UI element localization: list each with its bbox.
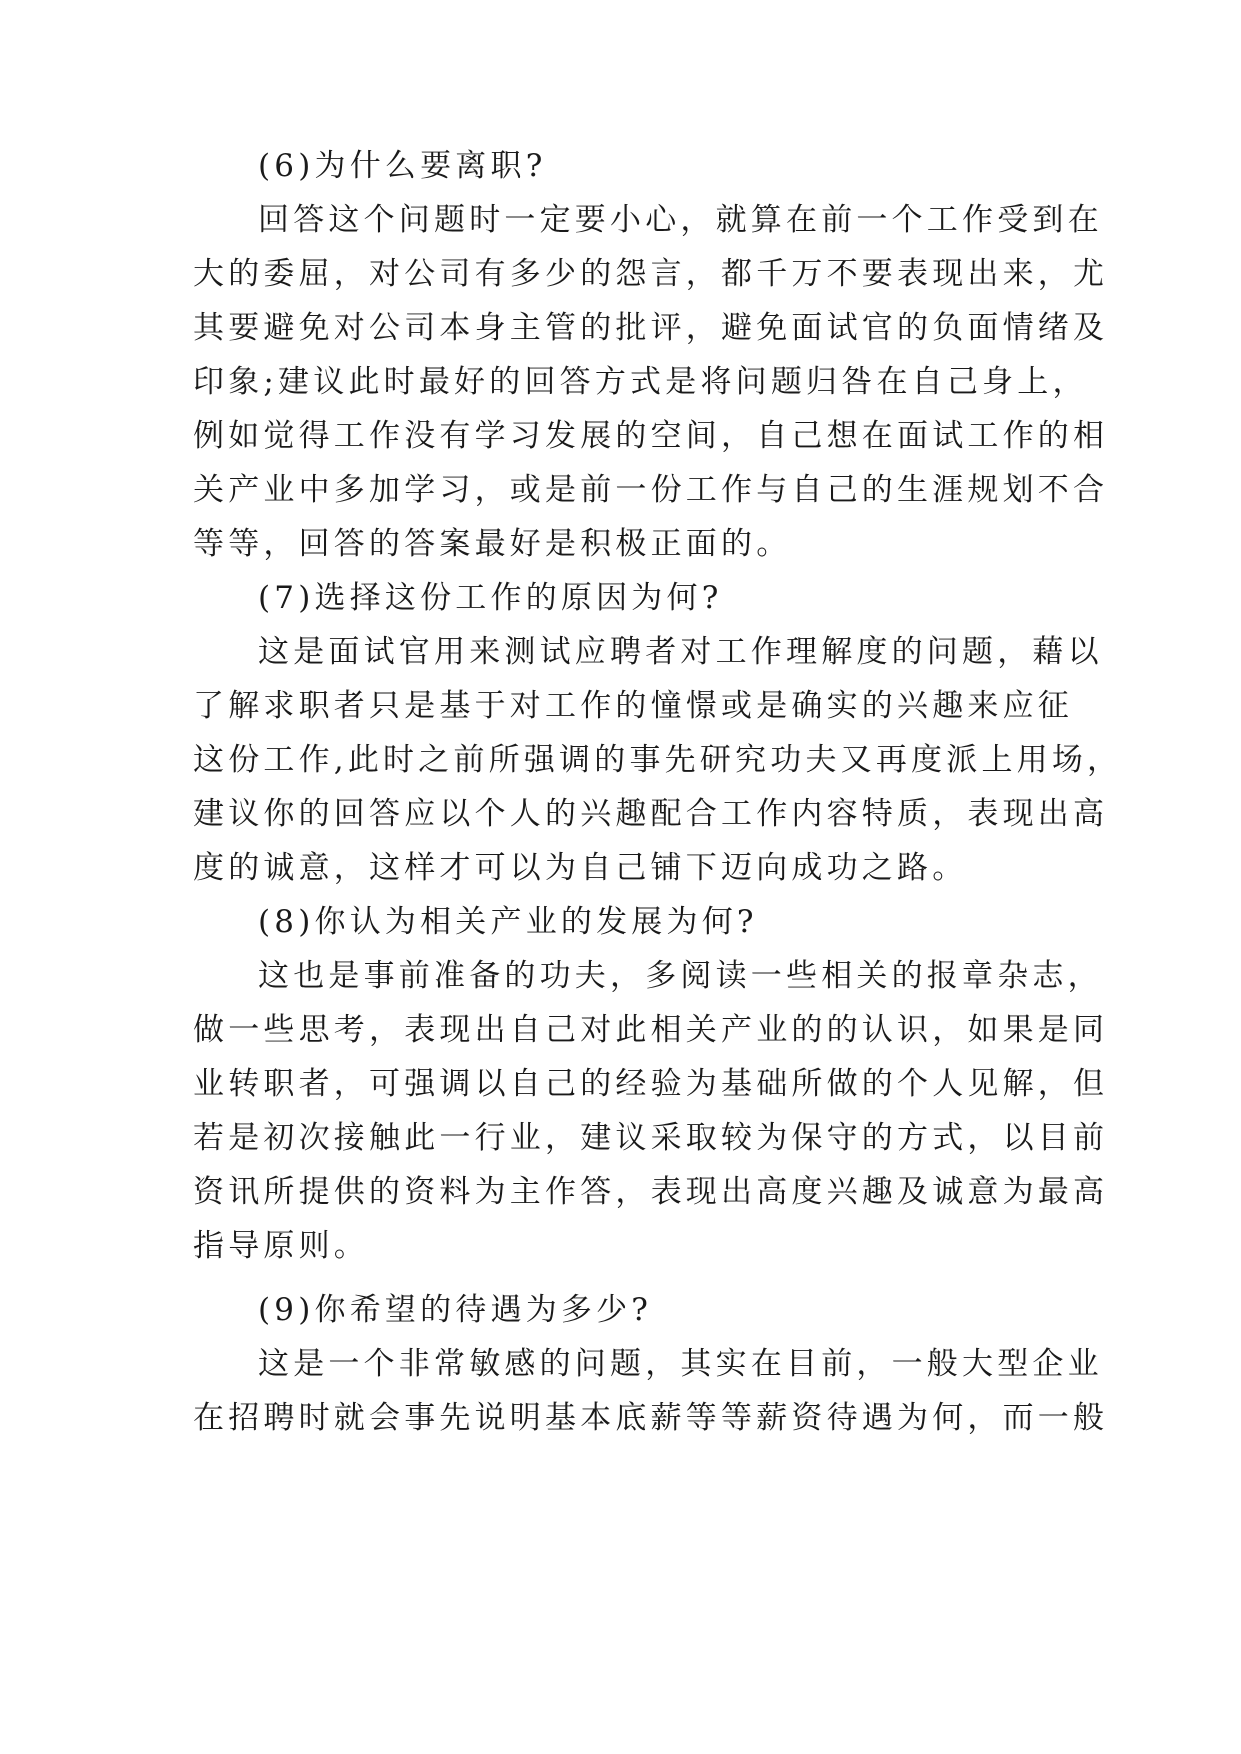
paragraph-line: 做一些思考，表现出自己对此相关产业的的认识，如果是同 [193, 1012, 1109, 1048]
paragraph-line: 了解求职者只是基于对工作的憧憬或是确实的兴趣来应征 [193, 688, 1073, 724]
paragraph-line: 业转职者，可强调以自己的经验为基础所做的个人见解，但 [193, 1066, 1109, 1102]
paragraph-line: 印象;建议此时最好的回答方式是将问题归咎在自己身上， [193, 364, 1088, 400]
paragraph-line: 度的诚意，这样才可以为自己铺下迈向成功之路。 [193, 850, 968, 886]
paragraph-line: 这是面试官用来测试应聘者对工作理解度的问题，藉以 [258, 634, 1103, 670]
paragraph-line: 这也是事前准备的功夫，多阅读一些相关的报章杂志， [258, 958, 1103, 994]
paragraph-line: 其要避免对公司本身主管的批评，避免面试官的负面情绪及 [193, 310, 1109, 346]
section-heading-9: (9)你希望的待遇为多少? [258, 1292, 653, 1328]
section-heading-6: (6)为什么要离职? [258, 148, 547, 184]
paragraph-line: 等等，回答的答案最好是积极正面的。 [193, 526, 792, 562]
paragraph-line: 例如觉得工作没有学习发展的空间，自己想在面试工作的相 [193, 418, 1109, 454]
paragraph-line: 这份工作,此时之前所强调的事先研究功夫又再度派上用场， [193, 742, 1123, 778]
paragraph-line: 资讯所提供的资料为主作答，表现出高度兴趣及诚意为最高 [193, 1174, 1109, 1210]
paragraph-line: 关产业中多加学习，或是前一份工作与自己的生涯规划不合 [193, 472, 1109, 508]
paragraph-line: 回答这个问题时一定要小心，就算在前一个工作受到在 [258, 202, 1103, 238]
section-heading-8: (8)你认为相关产业的发展为何? [258, 904, 758, 940]
paragraph-line: 指导原则。 [193, 1228, 369, 1264]
paragraph-line: 建议你的回答应以个人的兴趣配合工作内容特质，表现出高 [193, 796, 1109, 832]
paragraph-line: 在招聘时就会事先说明基本底薪等等薪资待遇为何，而一般 [193, 1400, 1109, 1436]
paragraph-line: 大的委屈，对公司有多少的怨言，都千万不要表现出来，尤 [193, 256, 1109, 292]
paragraph-line: 若是初次接触此一行业，建议采取较为保守的方式，以目前 [193, 1120, 1109, 1156]
section-heading-7: (7)选择这份工作的原因为何? [258, 580, 723, 616]
paragraph-line: 这是一个非常敏感的问题，其实在目前，一般大型企业 [258, 1346, 1103, 1382]
